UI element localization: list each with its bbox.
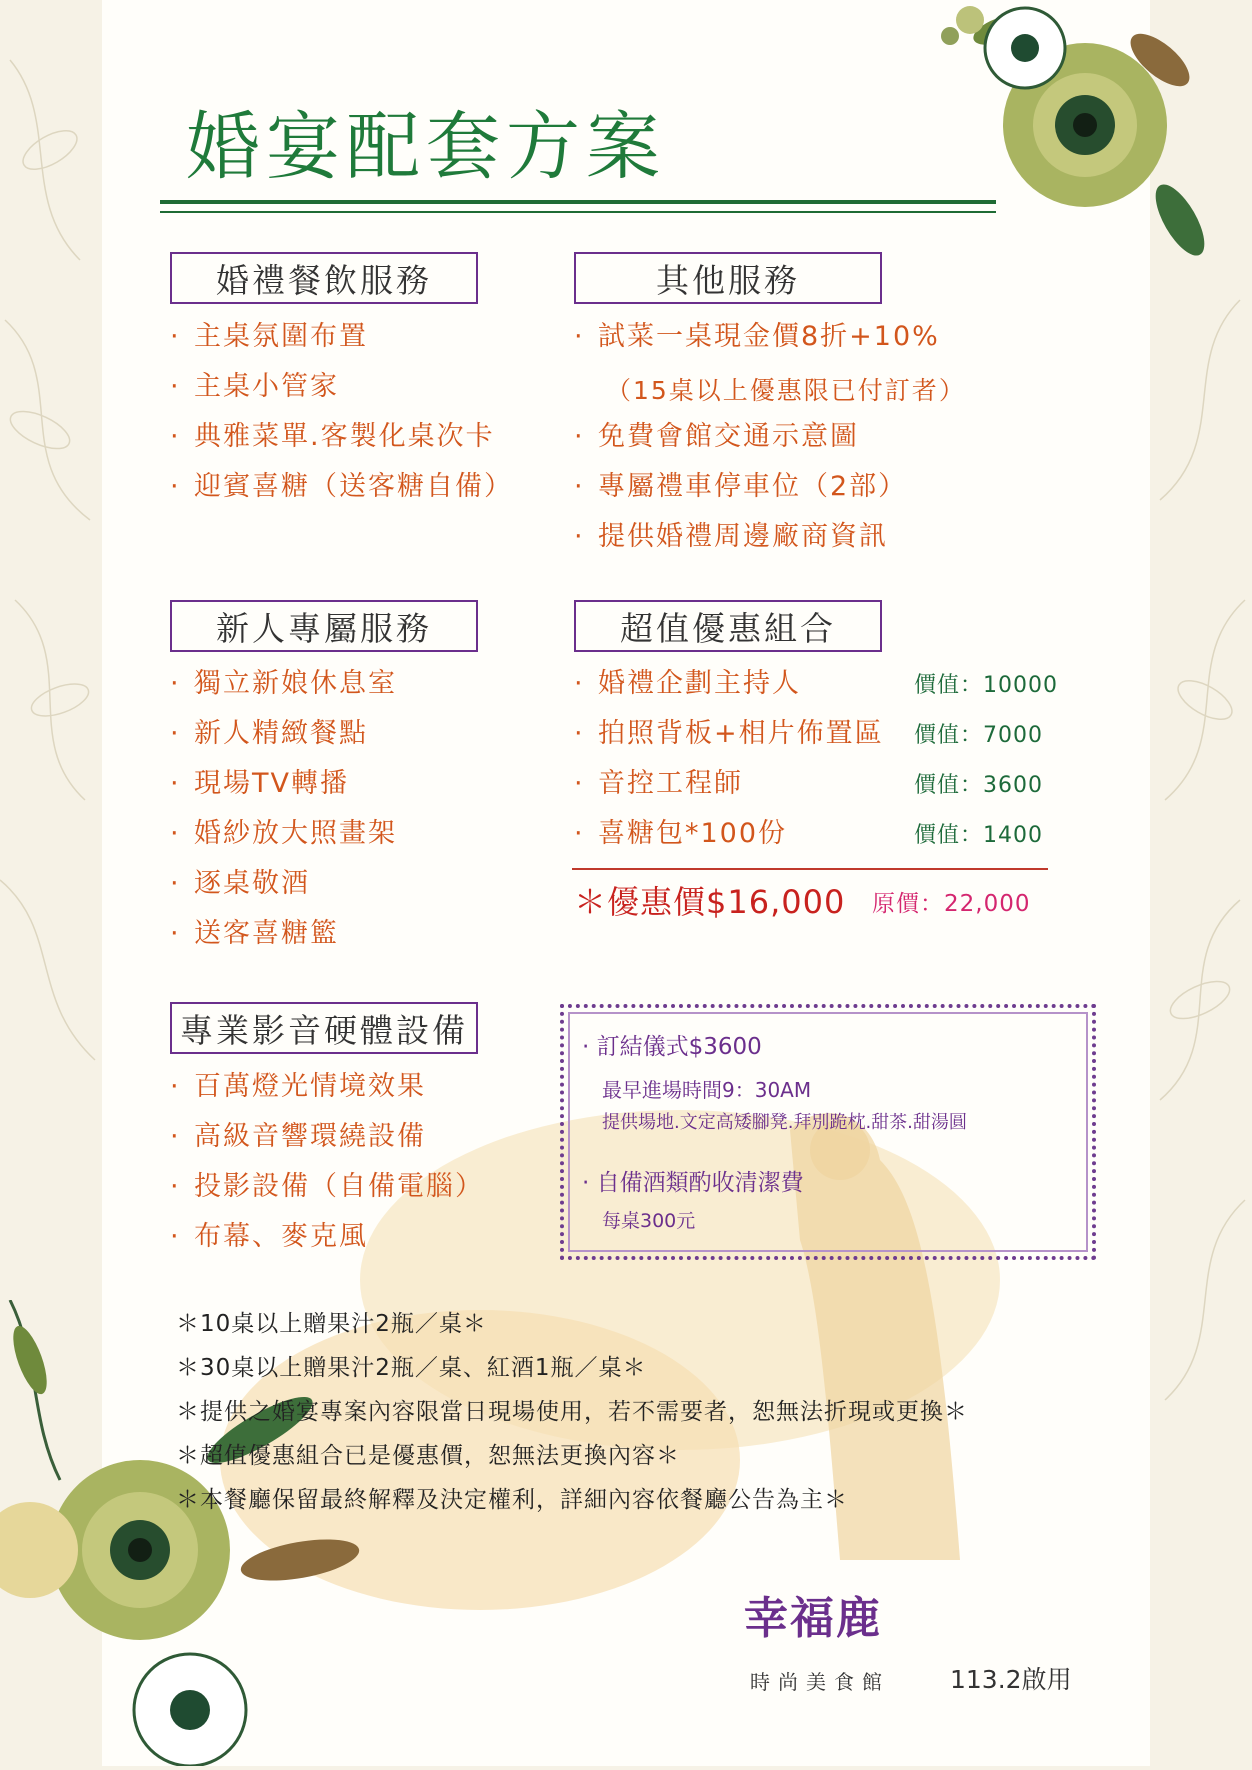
bullet-icon: · — [170, 471, 181, 502]
list-item — [574, 659, 884, 709]
list-item — [170, 1162, 484, 1212]
engagement-provides: 提供場地.文定高矮腳凳.拜別跪枕.甜茶.甜湯圓 — [602, 1112, 967, 1133]
list-item — [170, 312, 513, 362]
list-item-label: 免費會館交通示意圖 — [598, 421, 859, 452]
av-list — [170, 1062, 484, 1262]
list-item — [170, 362, 513, 412]
list-item-label: 獨立新娘休息室 — [194, 668, 397, 699]
list-item-label: 迎賓喜糖（送客糖自備） — [194, 471, 513, 502]
list-item-label: 提供婚禮周邊廠商資訊 — [598, 521, 888, 552]
corkage-price: 每桌300元 — [602, 1210, 696, 1232]
list-item-label: 高級音響環繞設備 — [194, 1121, 426, 1152]
bundle-value: 價值：3600 — [914, 773, 1043, 798]
bullet-icon: · — [170, 371, 181, 402]
list-item-label: 專屬禮車停車位（2部） — [598, 471, 908, 502]
bullet-icon: · — [582, 1034, 590, 1060]
section-heading-av: 專業影音硬體設備 — [170, 1002, 478, 1054]
list-item — [170, 659, 397, 709]
note-item: ＊提供之婚宴專案內容限當日現場使用，若不需要者，恕無法折現或更換＊ — [176, 1399, 968, 1425]
bullet-icon: · — [170, 918, 181, 949]
tasting-note: （15桌以上優惠限已付訂者） — [606, 376, 966, 405]
bullet-icon: · — [170, 818, 181, 849]
title-rule-bottom — [160, 211, 996, 213]
effective-date: 113.2啟用 — [950, 1665, 1072, 1694]
list-item-label: 拍照背板+相片佈置區 — [598, 718, 884, 749]
list-item-label: 試菜一桌現金價8折+10% — [598, 321, 940, 352]
title-rule-top — [160, 200, 996, 204]
note-item: ＊超值優惠組合已是優惠價，恕無法更換內容＊ — [176, 1443, 680, 1469]
list-item-label: 現場TV轉播 — [194, 768, 349, 799]
list-item-label: 主桌氛圍布置 — [194, 321, 368, 352]
list-item — [170, 909, 397, 959]
promo-price: ＊優惠價$16,000 — [574, 883, 846, 921]
brand-subtitle: 時尚美食館 — [750, 1670, 890, 1694]
bullet-icon: · — [574, 471, 585, 502]
list-item — [170, 859, 397, 909]
list-item — [170, 1212, 484, 1262]
bullet-icon: · — [574, 668, 585, 699]
list-item — [170, 809, 397, 859]
flower-decoration-top-right — [930, 0, 1252, 300]
original-price: 原價：22,000 — [872, 891, 1031, 917]
list-item — [170, 1112, 484, 1162]
note-item: ＊10桌以上贈果汁2瓶／桌＊ — [176, 1311, 487, 1337]
bundle-value: 價值：7000 — [914, 723, 1043, 748]
list-item-label: 喜糖包*100份 — [598, 818, 788, 849]
list-item — [574, 512, 907, 562]
list-item — [170, 709, 397, 759]
bundle-value: 價值：10000 — [914, 673, 1058, 698]
bundle-list — [574, 659, 884, 859]
bullet-icon: · — [170, 421, 181, 452]
bullet-icon: · — [170, 1121, 181, 1152]
bullet-icon: · — [574, 321, 585, 352]
list-item — [170, 462, 513, 512]
list-item-label: 百萬燈光情境效果 — [194, 1071, 426, 1102]
corkage-title — [582, 1164, 804, 1197]
list-item-label: 主桌小管家 — [194, 371, 339, 402]
list-item — [574, 709, 884, 759]
section-heading-other: 其他服務 — [574, 252, 882, 304]
bullet-icon: · — [170, 1221, 181, 1252]
section-heading-bundle: 超值優惠組合 — [574, 600, 882, 652]
notes-list — [176, 1302, 968, 1522]
engagement-title-text: 訂結儀式$3600 — [596, 1034, 762, 1060]
bullet-icon: · — [170, 668, 181, 699]
couple-list — [170, 659, 397, 959]
list-item-label: 婚紗放大照畫架 — [194, 818, 397, 849]
bundle-value: 價值：1400 — [914, 823, 1043, 848]
bullet-icon: · — [574, 818, 585, 849]
engagement-time: 最早進場時間9：30AM — [602, 1078, 812, 1102]
list-item — [170, 1062, 484, 1112]
list-item — [574, 759, 884, 809]
section-heading-couple: 新人專屬服務 — [170, 600, 478, 652]
bullet-icon: · — [170, 1171, 181, 1202]
other-list-continued — [574, 412, 907, 562]
bullet-icon: · — [170, 321, 181, 352]
list-item — [170, 412, 513, 462]
list-item — [574, 462, 907, 512]
list-item-label: 新人精緻餐點 — [194, 718, 368, 749]
bullet-icon: · — [574, 421, 585, 452]
list-item-label: 送客喜糖籃 — [194, 918, 339, 949]
other-list — [574, 312, 940, 362]
bullet-icon: · — [170, 768, 181, 799]
promo-divider — [572, 868, 1048, 870]
list-item — [170, 759, 397, 809]
list-item-label: 音控工程師 — [598, 768, 743, 799]
corkage-title-text: 自備酒類酌收清潔費 — [596, 1170, 804, 1196]
list-item-label: 布幕、麥克風 — [194, 1221, 368, 1252]
bullet-icon: · — [574, 521, 585, 552]
note-item: ＊本餐廳保留最終解釋及決定權利，詳細內容依餐廳公告為主＊ — [176, 1487, 848, 1513]
list-item — [574, 412, 907, 462]
brand-logo: 幸福鹿 — [744, 1593, 882, 1644]
bullet-icon: · — [574, 718, 585, 749]
bullet-icon: · — [170, 868, 181, 899]
catering-list — [170, 312, 513, 512]
bundle-values — [914, 661, 1058, 861]
list-item — [574, 809, 884, 859]
list-item-label: 婚禮企劃主持人 — [598, 668, 801, 699]
bullet-icon: · — [170, 718, 181, 749]
page-title: 婚宴配套方案 — [186, 104, 666, 190]
bullet-icon: · — [574, 768, 585, 799]
note-item: ＊30桌以上贈果汁2瓶／桌、紅酒1瓶／桌＊ — [176, 1355, 647, 1381]
list-item — [574, 312, 940, 362]
section-heading-catering: 婚禮餐飲服務 — [170, 252, 478, 304]
bullet-icon: · — [170, 1071, 181, 1102]
list-item-label: 投影設備（自備電腦） — [194, 1171, 484, 1202]
list-item-label: 典雅菜單.客製化桌次卡 — [194, 421, 495, 452]
bullet-icon: · — [582, 1170, 590, 1196]
list-item-label: 逐桌敬酒 — [194, 868, 310, 899]
engagement-title — [582, 1028, 762, 1061]
